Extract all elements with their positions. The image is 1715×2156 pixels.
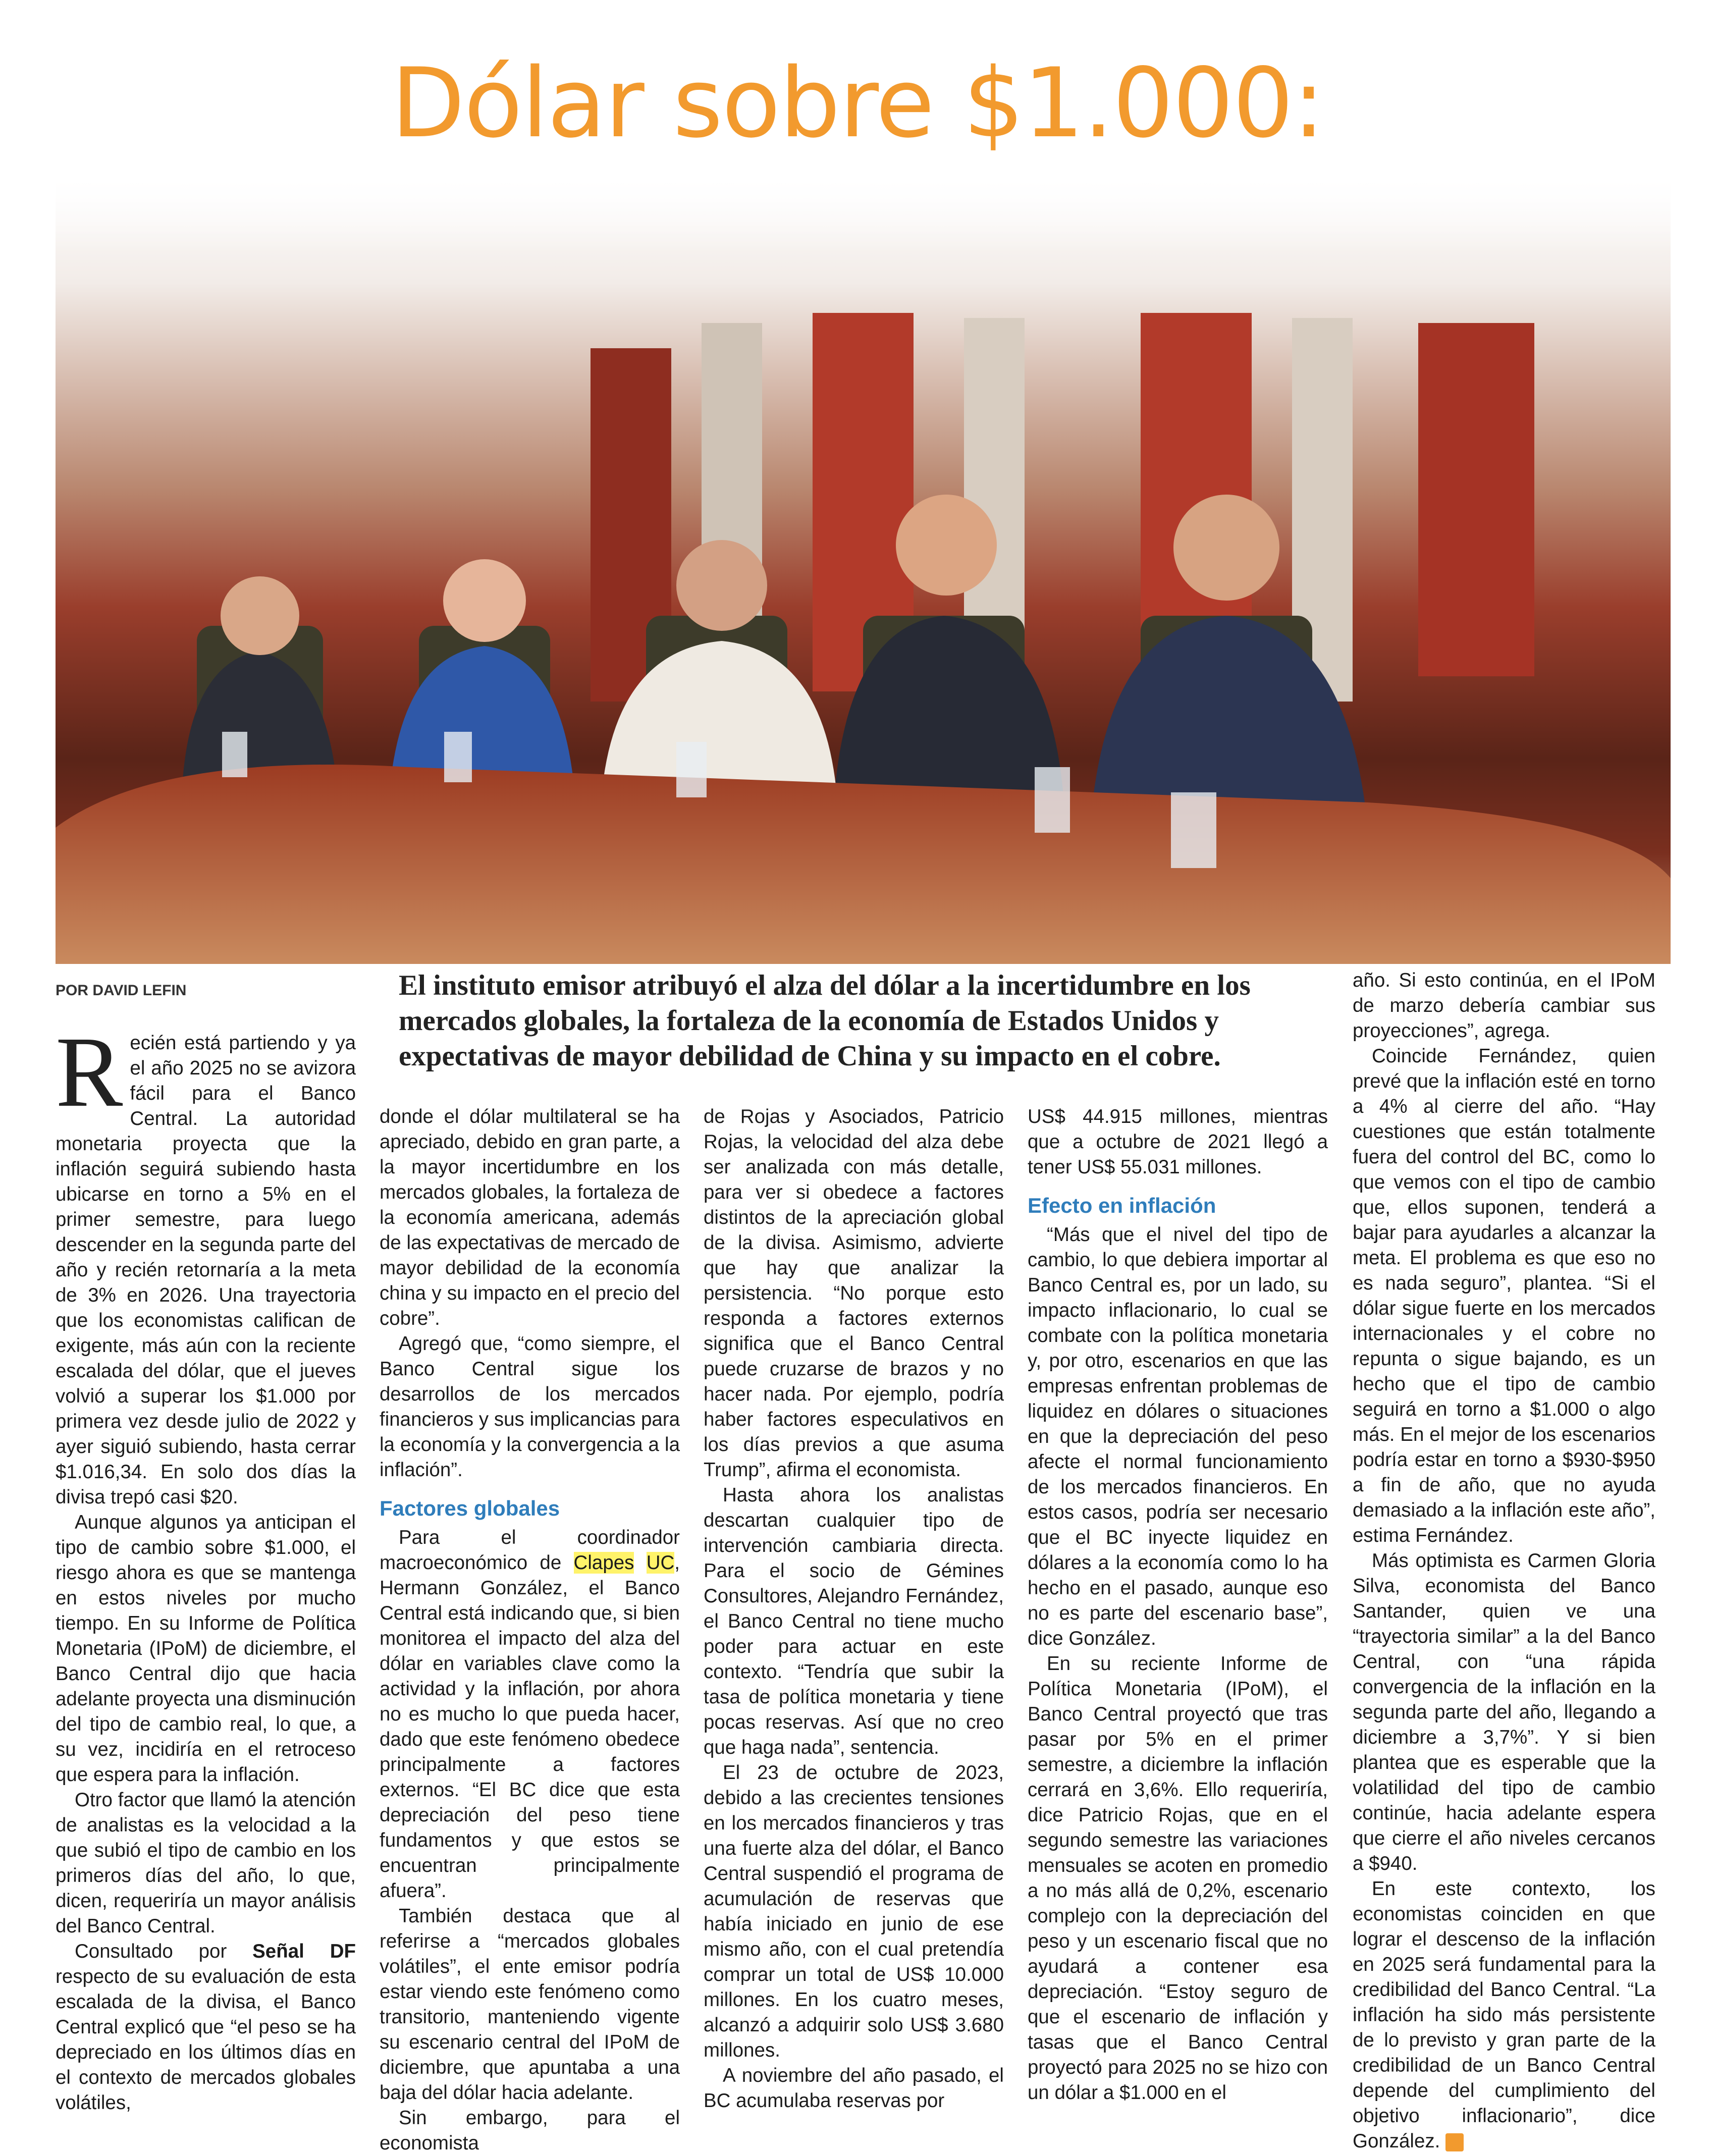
- article-column-4: [1028, 1104, 1328, 2106]
- water-glass: [1171, 792, 1216, 868]
- water-glass: [222, 732, 247, 777]
- paragraph: US$ 44.915 millones, mientras que a octubre de 2021 llegó a tener US$ 55.031 millones.: [1028, 1106, 1328, 1178]
- paragraph-text: [634, 1552, 646, 1574]
- person-head: [896, 495, 997, 596]
- article-column-3: [704, 1104, 1004, 2114]
- article-column-5: [1353, 968, 1655, 2154]
- paragraph: Coincide Fernández, quien prevé que la inflación esté en torno a 4% al cierre del año. “Hay cuestiones que están totalmente fuera del control del BC, como lo que vemos con el tipo de cambio que, ellos suponen, tenderá a bajar para ayudarles a alcanzar la meta. El problema es que eso no es nada seguro”, plantea. “Si el dólar sigue fuerte en los mercados internacionales y el cobre no repunta o sigue bajando, es un hecho que el tipo de cambio seguirá en torno a $1.000 o algo más. En el mejor de los escenarios podría estar en torno a $930-$950 a fin de año, que no ayuda demasiado a la inflación este año”, estima Fernández.: [1353, 1045, 1655, 1546]
- paragraph-text: respecto de su evaluación de esta escalada de la divisa, el Banco Central explicó que “el peso se ha depreciado en los últimos días en el contexto de mercados globales volátiles,: [56, 1966, 356, 2114]
- paragraph-text: En este contexto, los economistas coinciden en que lograr el descenso de la inflación en 2025 será fundamental para la credibilidad del Banco Central. “La inflación ha sido más persistente de lo previsto y gran parte de la credibilidad de un Banco Central depende del cumplimiento del objetivo inflacionario”, dice González.: [1353, 1878, 1655, 2152]
- water-glass: [444, 732, 472, 782]
- paragraph: [1353, 1876, 1655, 2154]
- paragraph: A noviembre del año pasado, el BC acumulaba reservas por: [704, 2065, 1004, 2112]
- paragraph: Hasta ahora los analistas descartan cualquier tipo de intervención cambiaria directa. Para el socio de Gémines Consultores, Alejandro Fernández, el Banco Central no tiene mucho poder para actuar en este contexto. “Tendría que subir la tasa de política monetaria y tiene pocas reservas. Así que no creo que haga nada”, sentencia.: [704, 1484, 1004, 1758]
- paragraph: También destaca que al referirse a “mercados globales volátiles”, el ente emisor podría estar viendo este fenómeno como transitorio, manteniendo vigente su escenario central del IPoM de diciembre, que apuntaba a una baja del dólar hacia adelante.: [380, 1905, 680, 2104]
- paragraph-text: , Hermann González, el Banco Central está indicando que, si bien monitorea el impacto del alza del dólar en variables clave como la actividad y la inflación, por ahora no es mucho lo que pueda hacer, dado que este fenómeno obedece principalmente a factores externos. “El BC dice que esta depreciación del peso tiene fundamentos y que estos se encuentran principalmente afuera”.: [380, 1552, 680, 1902]
- paragraph: [56, 1016, 356, 1510]
- highlighted-text: Clapes: [573, 1552, 634, 1574]
- section-heading: Factores globales: [380, 1496, 560, 1520]
- paragraph: El 23 de octubre de 2023, debido a las crecientes tensiones en los mercados financieros y tras una fuerte alza del dólar, el Banco Central suspendió el programa de acumulación de reservas que había iniciado en junio de ese mismo año, con el cual pretendía comprar un total de US$ 10.000 millones. En los cuatro meses, alcanzó a adquirir solo US$ 3.680 millones.: [704, 1762, 1004, 2061]
- drop-cap: R: [56, 1016, 123, 1128]
- deck: El instituto emisor atribuyó el alza del dólar a la incertidumbre en los mercados globales, la fortaleza de la economía de Estados Unidos y expectativas de mayor debilidad de China y su impacto en el cobre.: [399, 969, 1251, 1072]
- board-photo-illustration: [56, 172, 1671, 964]
- paragraph: Otro factor que llamó la atención de analistas es la velocidad a la que subió el tipo de cambio en los primeros días del año, lo que, dicen, requeriría un mayor análisis del Banco Central.: [56, 1789, 356, 1937]
- section-heading: Efecto en inflación: [1028, 1194, 1216, 1217]
- paragraph: Más optimista es Carmen Gloria Silva, economista del Banco Santander, quien ve una “trayectoria similar” a la del Banco Central, con “una rápida convergencia de la inflación en la segunda parte del año, llegando a diciembre a 3,7%”. Y si bien plantea que es esperable que la volatilidad del tipo de cambio continúe, hacia adelante espera que cierre el año niveles cercanos a $940.: [1353, 1550, 1655, 1874]
- person-head: [676, 540, 767, 631]
- paragraph: Aunque algunos ya anticipan el tipo de cambio sobre $1.000, el riesgo ahora es que se mantenga en estos niveles por mucho tiempo. En su Informe de Política Monetaria (IPoM) de diciembre, el Banco Central dijo que hacia adelante proyecta una disminución del tipo de cambio real, lo que, a su vez, incidiría en el retroceso que espera para la inflación.: [56, 1512, 356, 1786]
- paragraph: donde el dólar multilateral se ha apreciado, debido en gran parte, a la mayor incertidumbre en los mercados globales, la fortaleza de la economía americana, además de las expectativas de mercado de mayor debilidad de la economía china y su impacto en el precio del cobre”.: [380, 1106, 680, 1329]
- paragraph-text: Para el coordinador macroeconómico de: [380, 1527, 680, 1574]
- paragraph: Agregó que, “como siempre, el Banco Central sigue los desarrollos de los mercados financieros y sus implicancias para la economía y la convergencia a la inflación”.: [380, 1333, 680, 1481]
- paragraph: Sin embargo, para el economista: [380, 2107, 680, 2154]
- paragraph: En su reciente Informe de Política Monetaria (IPoM), el Banco Central proyectó que tras pasar por 5% en el primer semestre, a diciembre la inflación cerrará en 3,6%. Ello requeriría, dice Patricio Rojas, que en el segundo semestre las variaciones mensuales se acoten en promedio a no más allá de 0,2%, escenario complejo con la depreciación del peso y un escenario fiscal que no ayudará a contener esa depreciación. “Estoy seguro de que el escenario de inflación y tasas que el Banco Central proyectó para 2025 no se hizo con un dólar a $1.000 en el: [1028, 1653, 1328, 2104]
- byline: POR DAVID LEFIN: [56, 982, 187, 999]
- headline-kicker: Dólar sobre $1.000:: [391, 47, 1324, 159]
- conference-table: [56, 765, 1671, 964]
- highlighted-text: UC: [646, 1552, 675, 1574]
- paragraph: “Más que el nivel del tipo de cambio, lo que debiera importar al Banco Central es, por un lado, su impacto inflacionario, lo cual se combate con la política monetaria y, por otro, escenarios en que las empresas enfrentan problemas de liquidez en dólares o situaciones en que la depreciación del peso afecte el normal funcionamiento de los mercados financieros. En estos casos, podría ser necesario que el BC inyecte liquidez en dólares a la economía como lo ha hecho en el pasado, aunque eso no es parte del escenario base”, dice González.: [1028, 1224, 1328, 1649]
- article-column-1: [56, 1016, 356, 2116]
- paragraph: de Rojas y Asociados, Patricio Rojas, la velocidad del alza debe ser analizada con más detalle, para ver si obedece a factores distintos de la apreciación global de la divisa. Asimismo, advierte que hay que analizar la persistencia. “No porque esto responda a factores externos significa que el Banco Central puede cruzarse de brazos y no hacer nada. Por ejemplo, podría haber factores especulativos en los días previos a que asuma Trump”, afirma el economista.: [704, 1106, 1004, 1481]
- paragraph: año. Si esto continúa, en el IPoM de marzo debería cambiar sus proyecciones”, agrega.: [1353, 969, 1655, 1042]
- water-glass: [676, 742, 707, 797]
- paragraph: [380, 1525, 680, 1904]
- paragraph-text: ecién está partiendo y ya el año 2025 no se avizora fácil para el Banco Central. La autoridad monetaria proyecta que la inflación seguirá subiendo hasta ubicarse en torno a 5% en el primer semestre, para luego descender en la segunda parte del año y recién retornaría a la meta de 3% en 2026. Una trayectoria que los economistas califican de exigente, más aún con la reciente escalada del dólar, que el jueves volvió a superar los $1.000 por primera vez desde julio de 2022 y ayer siguió subiendo, hasta cerrar $1.016,34. En solo dos días la divisa trepó casi $20.: [56, 1032, 356, 1508]
- board-photo: [56, 172, 1671, 964]
- person-head: [1173, 495, 1279, 601]
- publication-name: Señal DF: [252, 1941, 356, 1962]
- paragraph-text: Consultado por: [75, 1941, 253, 1962]
- article-column-2: [380, 1104, 680, 2156]
- person-head: [443, 559, 526, 642]
- water-glass: [1035, 767, 1070, 833]
- person-head: [221, 576, 299, 655]
- paragraph: [56, 1939, 356, 2116]
- photo-fade: [56, 172, 1671, 434]
- end-of-article-icon: S: [1445, 2133, 1464, 2151]
